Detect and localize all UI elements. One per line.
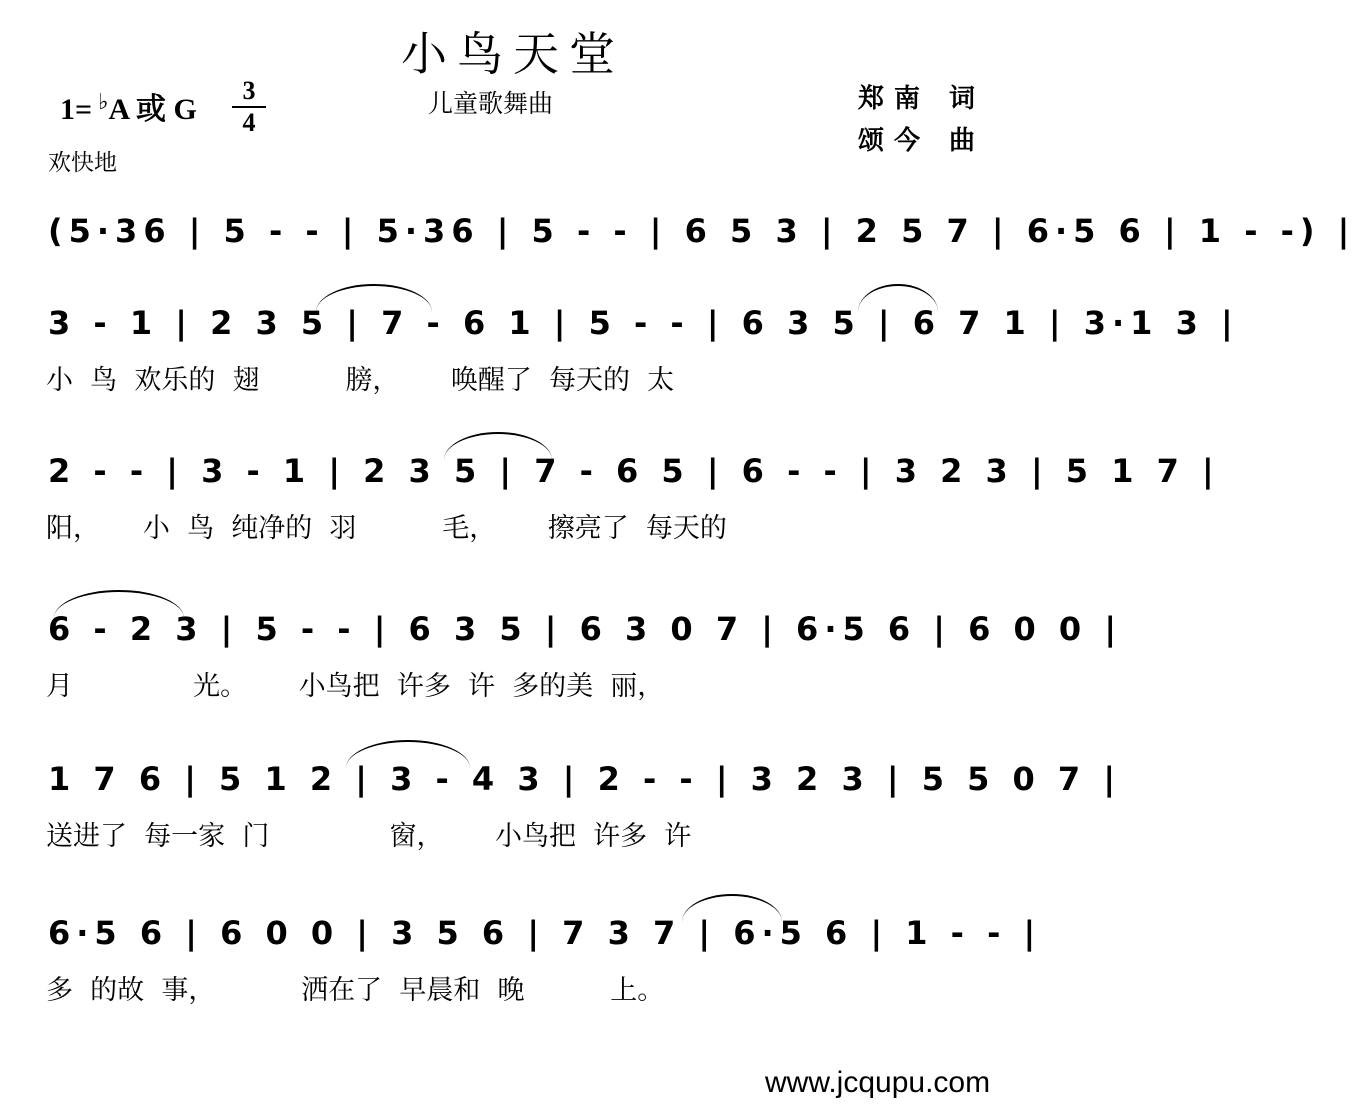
- notation-line: 6·5 6 | 6 0 0 | 3 5 6 | 7 3 7 | 6·5 6 | 1 - - |: [48, 914, 1042, 952]
- notation-line: 1 7 6 | 5 1 2 | 3 - 4 3 | 2 - - | 3 2 3 | 5 5 0 7 |: [48, 760, 1121, 798]
- slur-mark: [444, 432, 552, 460]
- slur-mark: [316, 284, 432, 312]
- key-signature: [60, 84, 197, 128]
- song-style: 儿童歌舞曲: [428, 89, 554, 118]
- tempo-marking: 欢快地: [48, 150, 117, 176]
- slur-mark: [682, 894, 782, 922]
- notation-line: 3 - 1 | 2 3 5 | 7 - 6 1 | 5 - - | 6 3 5 | 6 7 1 | 3·1 3 |: [48, 304, 1239, 342]
- lyrics-line: 小 鸟 欢乐的 翅 膀， 唤醒了 每天的 太: [46, 365, 675, 396]
- notation-line: 6 - 2 3 | 5 - - | 6 3 5 | 6 3 0 7 | 6·5 6 | 6 0 0 |: [48, 610, 1123, 648]
- lyricist-credit: 郑南 词: [858, 84, 986, 114]
- time-signature: [232, 78, 266, 136]
- slur-mark: [346, 740, 470, 768]
- meter-bottom: 4: [242, 108, 256, 137]
- flat-sign: ♭: [98, 89, 109, 114]
- notation-line: (5·36 | 5 - - | 5·36 | 5 - - | 6 5 3 | 2 5 7 | 6·5 6 | 1 - -) |: [48, 212, 1355, 250]
- website-watermark: www.jcqupu.com: [765, 1066, 991, 1099]
- slur-mark: [858, 284, 938, 312]
- slur-mark: [54, 590, 184, 618]
- notation-line: 2 - - | 3 - 1 | 2 3 5 | 7 - 6 5 | 6 - - | 3 2 3 | 5 1 7 |: [48, 452, 1220, 490]
- composer-credit: 颂今 曲: [858, 126, 986, 156]
- lyrics-line: 阳， 小 鸟 纯净的 羽 毛， 擦亮了 每天的: [46, 513, 727, 544]
- lyrics-line: 送进了 每一家 门 窗， 小鸟把 许多 许: [46, 821, 692, 852]
- meter-top: 3: [242, 76, 256, 105]
- song-title: 小鸟天堂: [401, 27, 625, 81]
- key-prefix: 1=: [60, 93, 93, 126]
- lyrics-line: 多 的故 事， 洒在了 早晨和 晚 上。: [46, 975, 665, 1006]
- lyrics-line: 月 光。 小鸟把 许多 许 多的美 丽，: [46, 671, 665, 702]
- key-note: A 或 G: [108, 93, 197, 126]
